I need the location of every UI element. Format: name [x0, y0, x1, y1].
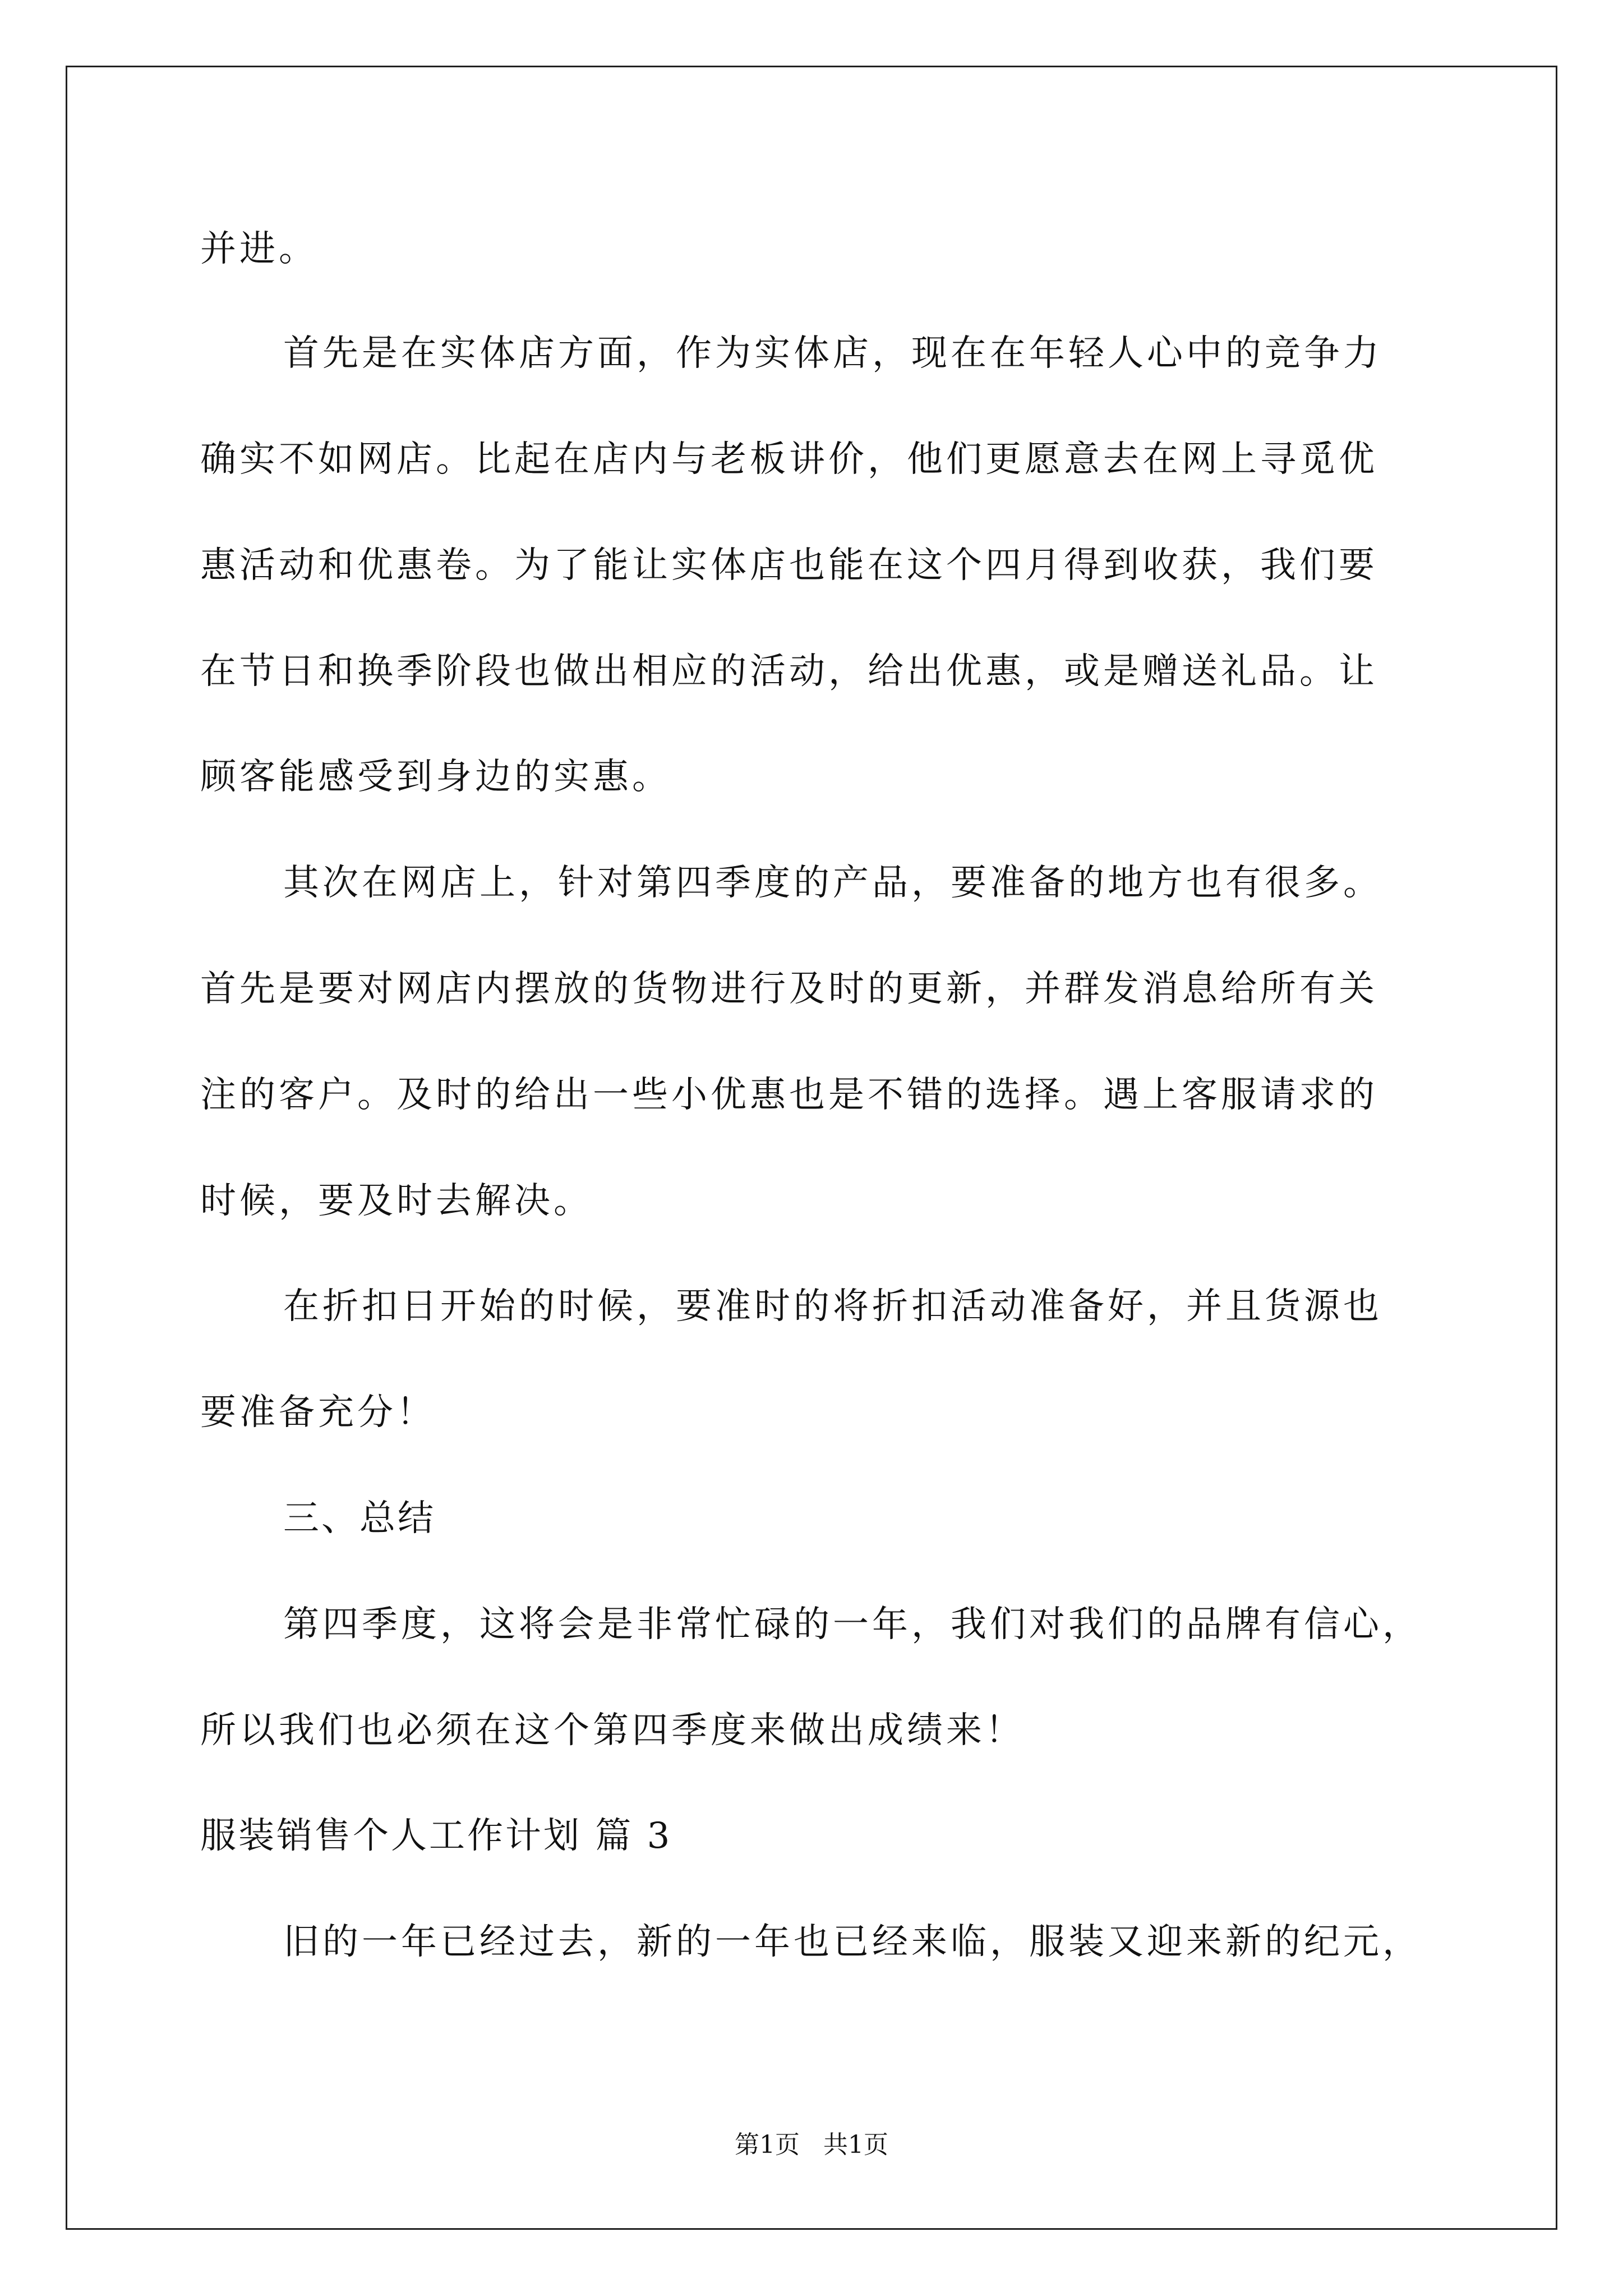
- paragraph-line: 旧的一年已经过去，新的一年也已经来临，服装又迎来新的纪元，: [283, 1921, 1422, 1963]
- text-line: 注的客户。及时的给出一些小优惠也是不错的选择。遇上客服请求的: [200, 1074, 1378, 1116]
- text-line: 惠活动和优惠卷。为了能让实体店也能在这个四月得到收获，我们要: [200, 545, 1378, 586]
- page-number-total: 共1页: [823, 2131, 888, 2159]
- paragraph-line: 第四季度，这将会是非常忙碌的一年，我们对我们的品牌有信心，: [283, 1604, 1422, 1645]
- page-border: [66, 66, 1557, 2230]
- paragraph-line: 在折扣日开始的时候，要准时的将折扣活动准备好，并且货源也: [283, 1286, 1382, 1327]
- text-line: 首先是要对网店内摆放的货物进行及时的更新，并群发消息给所有关: [200, 968, 1378, 1010]
- text-line: 时候，要及时去解决。: [200, 1180, 593, 1222]
- section-heading: 三、总结: [283, 1498, 436, 1539]
- article-title: 服装销售个人工作计划 篇 3: [200, 1815, 672, 1857]
- paragraph-line: 首先是在实体店方面，作为实体店，现在在年轻人心中的竞争力: [283, 333, 1382, 374]
- text-line: 要准备充分！: [200, 1392, 436, 1433]
- text-line: 顾客能感受到身边的实惠。: [200, 756, 671, 798]
- text-line: 所以我们也必须在这个第四季度来做出成绩来！: [200, 1710, 1025, 1751]
- text-line: 并进。: [200, 228, 318, 270]
- paragraph-line: 其次在网店上，针对第四季度的产品，要准备的地方也有很多。: [283, 862, 1382, 904]
- page-footer: [0, 2133, 1623, 2157]
- text-line: 在节日和换季阶段也做出相应的活动，给出优惠，或是赠送礼品。让: [200, 651, 1378, 692]
- page-number-current: 第1页: [735, 2131, 800, 2159]
- text-line: 确实不如网店。比起在店内与老板讲价，他们更愿意去在网上寻觅优: [200, 439, 1378, 480]
